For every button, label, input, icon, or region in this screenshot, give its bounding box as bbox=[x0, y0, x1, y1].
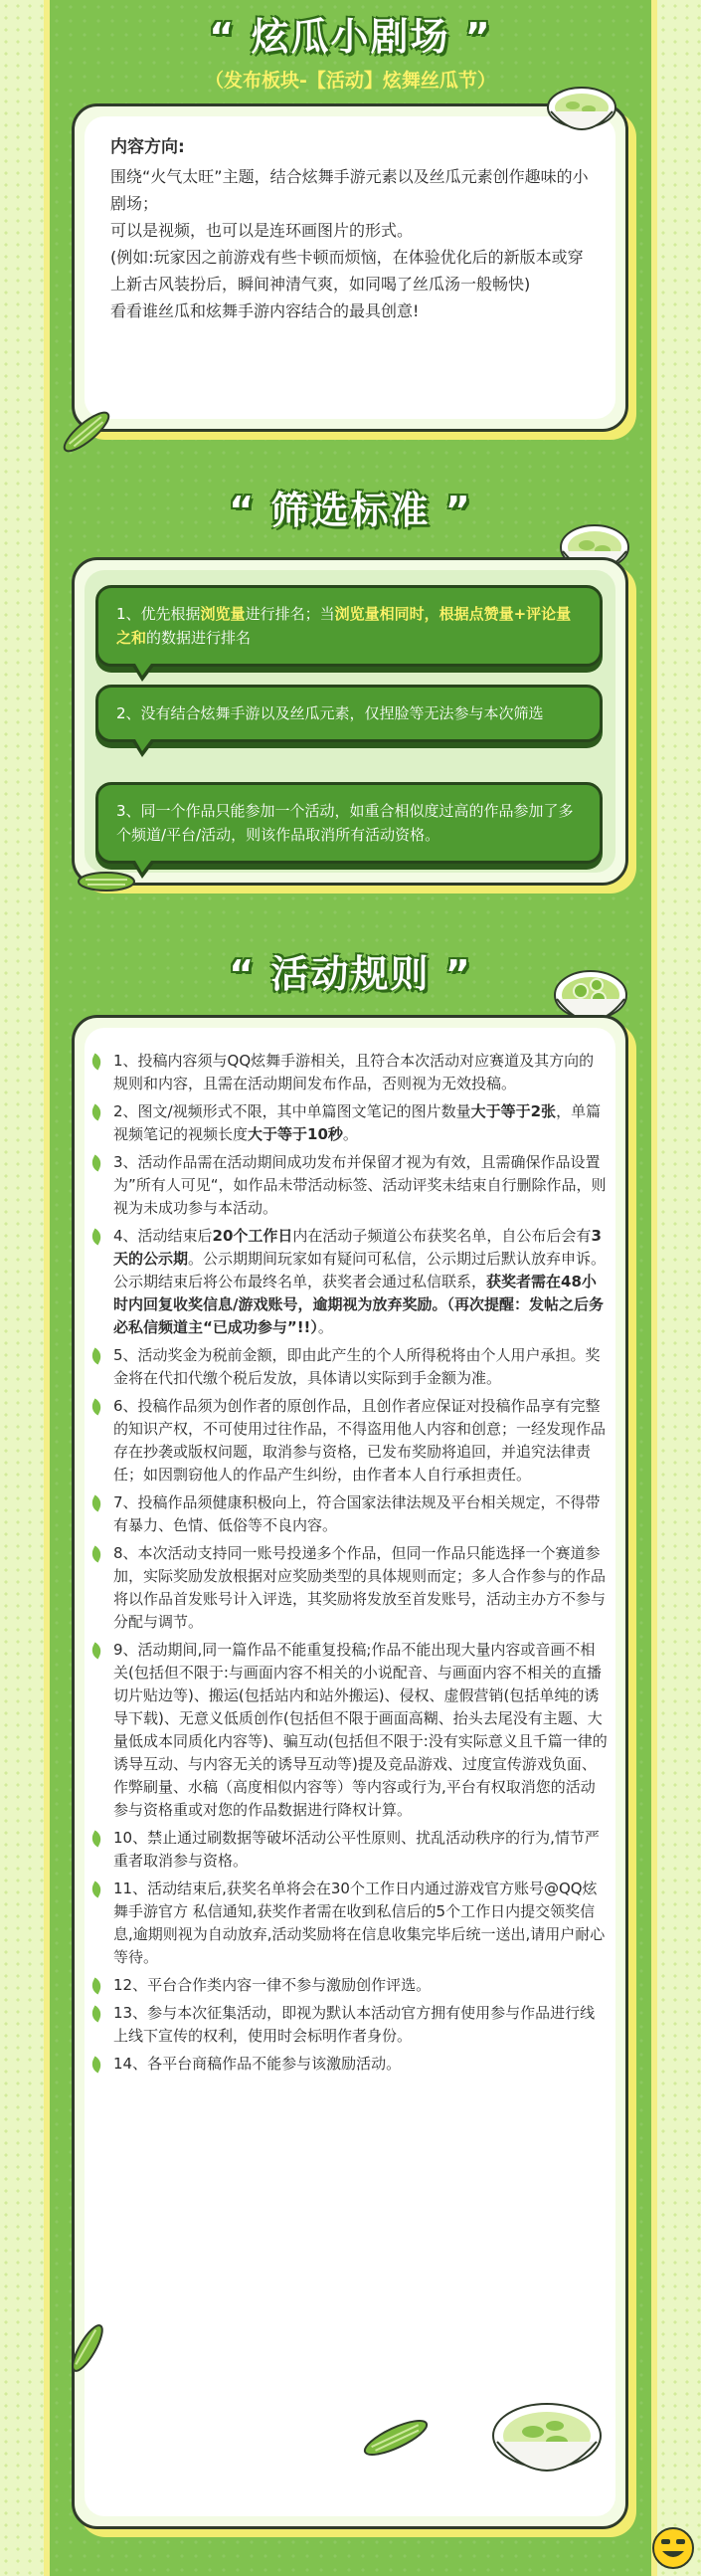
rule-5: 5、活动奖金为税前金额，即由此产生的个人所得税将由个人用户承担。奖金将在代扣代缴个税后发放，具体请以实际到手金额为准。 bbox=[91, 1344, 609, 1390]
content-direction-card bbox=[72, 103, 628, 432]
leaf-icon bbox=[89, 1643, 104, 1660]
loofah-icon bbox=[74, 862, 139, 901]
leaf-icon bbox=[89, 1104, 104, 1121]
leaf-icon bbox=[89, 1155, 104, 1172]
leaf-icon bbox=[89, 1495, 104, 1512]
section2-heading: “ 筛选标准 ” bbox=[229, 489, 472, 532]
content-line-2: 可以是视频，也可以是连环画图片的形式。 bbox=[110, 221, 414, 240]
section3-heading: “ 活动规则 ” bbox=[229, 952, 472, 996]
leaf-icon bbox=[89, 2006, 104, 2023]
loofah-icon bbox=[58, 2318, 117, 2378]
rule-13: 13、参与本次征集活动，即视为默认本活动官方拥有使用参与作品进行线上线下宣传的权利，使用时会标明作者身份。 bbox=[91, 2002, 609, 2048]
rule-10: 10、禁止通过刷数据等破坏活动公平性原则、扰乱活动秩序的行为,情节严重者取消参与资格。 bbox=[91, 1827, 609, 1873]
loofah-icon bbox=[356, 2414, 436, 2462]
section1-subheading: （发布板块-【活动】炫舞丝瓜节） bbox=[205, 70, 496, 92]
rule-7: 7、投稿作品须健康积极向上，符合国家法律法规及平台相关规定，不得带有暴力、色情、低俗等不良内容。 bbox=[91, 1491, 609, 1537]
content-line-4: 看看谁丝瓜和炫舞手游内容结合的最具创意! bbox=[110, 301, 420, 320]
leaf-icon bbox=[89, 1831, 104, 1848]
leaf-icon bbox=[89, 1978, 104, 1995]
content-line-3: (例如:玩家因之前游戏有些卡顿而烦恼，在体验优化后的新版本或穿上新古风装扮后，瞬间神清气爽，如同喝了丝瓜汤一般畅快) bbox=[110, 248, 584, 294]
rule-1: 1、投稿内容须与QQ炫舞手游相关，且符合本次活动对应赛道及其方向的规则和内容，且需在活动期间发布作品，否则视为无效投稿。 bbox=[91, 1050, 609, 1095]
rule-3: 3、活动作品需在活动期间成功发布并保留才视为有效，且需确保作品设置为”所有人可见“，如作品未带活动标签、活动评奖未结束自行删除作品，则视为未成功参与本活动。 bbox=[91, 1151, 609, 1220]
content-direction-title: 内容方向: bbox=[110, 137, 185, 157]
leaf-icon bbox=[89, 1229, 104, 1246]
leaf-icon bbox=[89, 1348, 104, 1365]
rule-4: 4、活动结束后20个工作日内在活动子频道公布获奖名单，自公布后会有3天的公示期。公示期期间玩家如有疑问可私信，公示期过后默认放弃申诉。公示期结束后将公布最终名单，获奖者会通过私信联系，获奖者需在48小时内回复收奖信息/游戏账号，逾期视为放弃奖励。（再次提醒：发帖之后务必私信频道主“已成功参与”!!）。 bbox=[91, 1225, 609, 1339]
criteria-bubble-2: 2、没有结合炫舞手游以及丝瓜元素，仅捏脸等无法参与本次筛选 bbox=[95, 685, 603, 742]
section1-heading: “ 炫瓜小剧场 ” bbox=[209, 15, 492, 59]
leaf-icon bbox=[89, 2057, 104, 2074]
criteria-bubble-1: 1、优先根据浏览量进行排名；当浏览量相同时，根据点赞量+评论量之和的数据进行排名 bbox=[95, 585, 603, 667]
rule-2: 2、图文/视频形式不限，其中单篇图文笔记的图片数量大于等于2张，单篇视频笔记的视频长度大于等于10秒。 bbox=[91, 1100, 609, 1146]
rule-6: 6、投稿作品须为创作者的原创作品，且创作者应保证对投稿作品享有完整的知识产权，不可使用过往作品，不得盗用他人内容和创意；一经发现作品存在抄袭或版权问题，取消参与资格，已发布奖励将追回，并追究法律责任；如因剽窃他人的作品产生纠纷，由作者本人自行承担责任。 bbox=[91, 1395, 609, 1486]
soup-bowl-icon bbox=[545, 82, 618, 143]
rule-14: 14、各平台商稿作品不能参与该激励活动。 bbox=[91, 2053, 609, 2076]
leaf-icon bbox=[89, 1054, 104, 1071]
rule-8: 8、本次活动支持同一账号投递多个作品，但同一作品只能选择一个赛道参加，实际奖励发放根据对应奖励类型的具体规则而定；多人合作参与的作品将以作品首发账号计入评选，其奖励将发放至首发账号，活动主办方不参与分配与调节。 bbox=[91, 1542, 609, 1634]
leaf-icon bbox=[89, 1882, 104, 1898]
rule-12: 12、平台合作类内容一律不参与激励创作评选。 bbox=[91, 1974, 609, 1997]
rules-list bbox=[91, 1050, 609, 2081]
smile-emoji-icon bbox=[650, 2525, 696, 2571]
soup-bowl-icon bbox=[487, 2396, 607, 2491]
leaf-icon bbox=[89, 1546, 104, 1563]
content-line-1: 围绕“火气太旺”主题，结合炫舞手游元素以及丝瓜元素创作趣味的小剧场； bbox=[110, 167, 589, 213]
loofah-icon bbox=[54, 402, 119, 462]
rule-9: 9、活动期间,同一篇作品不能重复投稿;作品不能出现大量内容或音画不相关(包括但不限于:与画面内容不相关的小说配音、与画面内容不相关的直播切片贴边等)、搬运(包括站内和站外搬运)、侵权、虚假营销(包括单纯的诱导下载)、无意义低质创作(包括但不限于画面高糊、抬头去尾没有主题、大量低成本同质化内容等)、骗互动(包括但不限于:没有实际意义且千篇一律的诱导互动、与内容无关的诱导互动等)提及竞品游戏、过度宣传游戏负面、作弊刷量、水稿（高度相似内容等）等内容或行为,平台有权取消您的活动参与资格重或对您的作品数据进行降权计算。 bbox=[91, 1639, 609, 1822]
leaf-icon bbox=[89, 1399, 104, 1416]
criteria-bubble-3: 3、同一个作品只能参加一个活动，如重合相似度过高的作品参加了多个频道/平台/活动，则该作品取消所有活动资格。 bbox=[95, 782, 603, 864]
right-dot-pattern bbox=[657, 0, 701, 2576]
rule-11: 11、活动结束后,获奖名单将会在30个工作日内通过游戏官方账号@QQ炫舞手游官方 私信通知,获奖作者需在收到私信后的5个工作日内提交领奖信息,逾期则视为自动放弃,活动奖励将在信息收集完毕后统一送出,请用户耐心等待。 bbox=[91, 1878, 609, 1969]
left-dot-pattern bbox=[0, 0, 44, 2576]
